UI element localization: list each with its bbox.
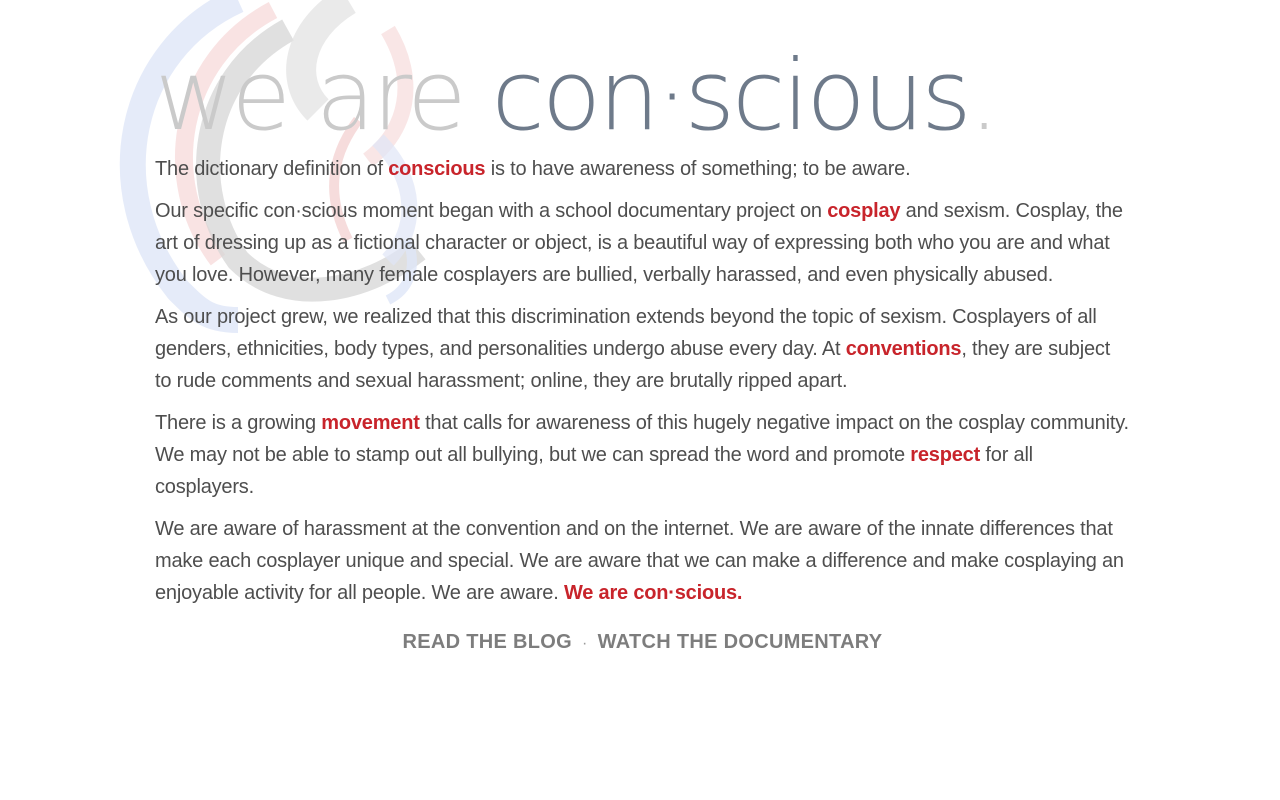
read-blog-link[interactable]: READ THE BLOG — [402, 631, 573, 653]
text: Our specific con·scious moment began with a school documentary project on — [155, 200, 828, 222]
highlight-conscious: conscious — [388, 158, 486, 180]
text: There is a growing — [155, 412, 322, 434]
paragraph-movement — [155, 407, 1130, 503]
paragraph-awareness — [155, 513, 1130, 609]
text: that calls for awareness of this hugely negative impact on the cosplay community. We may not be able to stamp out all bullying, but we can spread the word and promote — [155, 412, 1129, 466]
text: , they are subject to rude comments and sexual harassment; online, they are brutally ripped apart. — [155, 338, 1111, 392]
highlight-we-are-conscious: We are con·scious. — [563, 582, 743, 604]
highlight-cosplay: cosplay — [827, 200, 901, 222]
footer-links — [155, 631, 1130, 654]
title-light-part: we are — [155, 39, 492, 152]
page-title — [155, 0, 1130, 152]
text: is to have awareness of something; to be aware. — [485, 158, 911, 180]
text: As our project grew, we realized that this discrimination extends beyond the topic of sexism. Cosplayers of all genders, ethnicities, body types, and personalities undergo abuse every day. At — [155, 306, 1097, 360]
paragraph-definition — [155, 153, 1130, 185]
title-dot: . — [968, 39, 997, 152]
paragraph-project-growth — [155, 301, 1130, 397]
text: We are aware of harassment at the convention and on the internet. We are aware of the innate differences that make each cosplayer unique and special. We are aware that we can make a difference and make cosplaying an enjoyable activity for all people. We are aware. — [155, 518, 1124, 604]
text: and sexism. Cosplay, the art of dressing up as a fictional character or object, is a beautiful way of expressing both who you are and what you love. However, many female cosplayers are bullied, verbally harassed, and even physically abused. — [155, 200, 1123, 286]
watch-documentary-link[interactable]: WATCH THE DOCUMENTARY — [597, 631, 883, 653]
highlight-respect: respect — [910, 444, 981, 466]
link-separator: · — [582, 635, 588, 652]
text: The dictionary definition of — [155, 158, 389, 180]
highlight-movement: movement — [321, 412, 420, 434]
body-text — [155, 153, 1130, 609]
highlight-conventions: conventions — [845, 338, 962, 360]
main-content — [155, 0, 1130, 654]
title-dark-part: con·scious — [491, 39, 969, 152]
paragraph-origin — [155, 195, 1130, 291]
text: for all cosplayers. — [155, 444, 1033, 498]
